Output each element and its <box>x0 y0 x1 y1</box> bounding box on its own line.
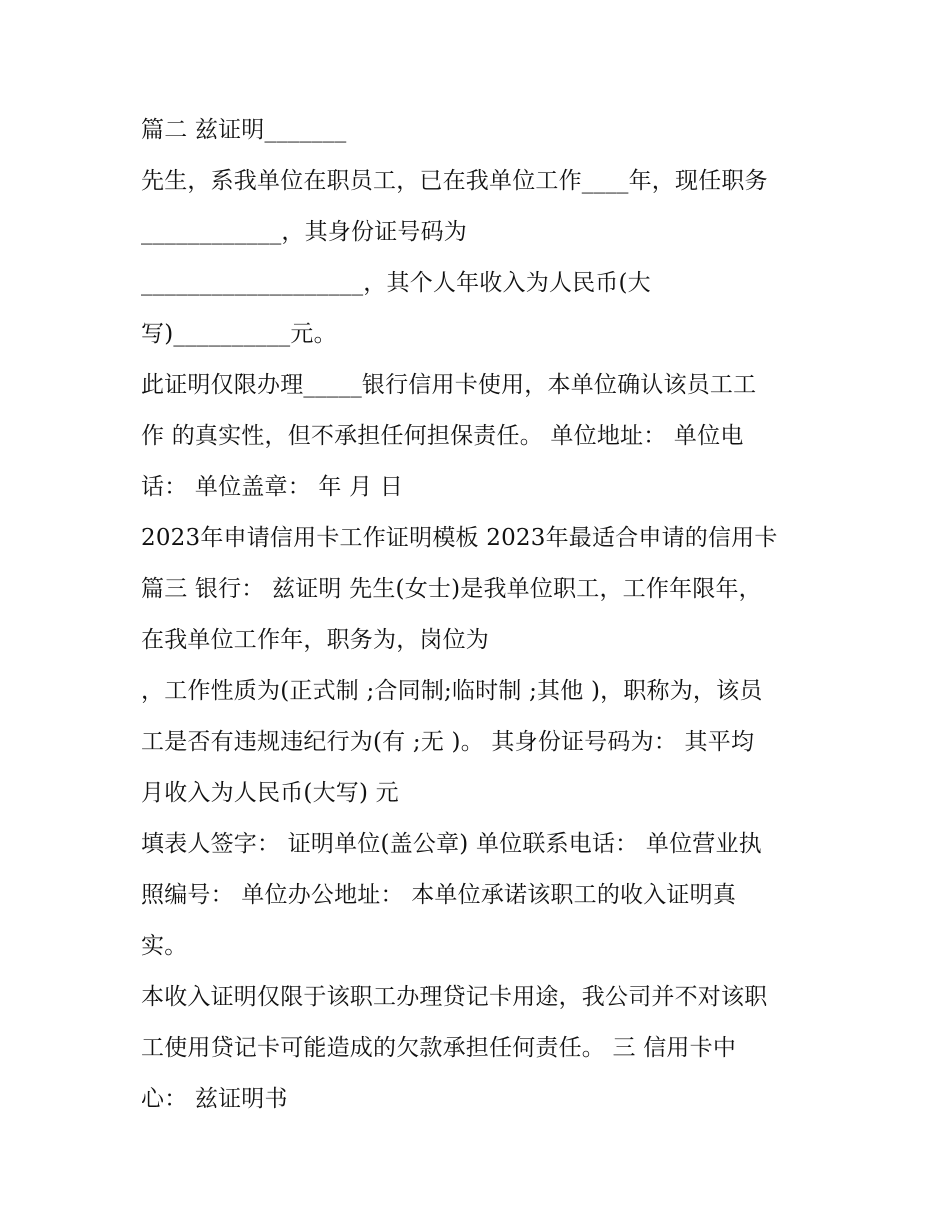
text-line: 此证明仅限办理_____银行信用卡使用，本单位确认该员工工 <box>141 372 757 398</box>
text-line: 篇三 银行： 兹证明 先生(女士)是我单位职工，工作年限年， <box>141 576 762 602</box>
text-line: 先生，系我单位在职员工，已在我单位工作____年，现任职务 <box>141 168 768 194</box>
text-line: 本收入证明仅限于该职工办理贷记卡用途，我公司并不对该职 <box>141 984 768 1010</box>
text-line: 实。 <box>141 933 188 959</box>
text-line: 作 的真实性，但不承担任何担保责任。 单位地址： 单位电 <box>141 423 744 449</box>
text-line: 工使用贷记卡可能造成的欠款承担任何责任。 三 信用卡中 <box>141 1035 737 1061</box>
text-line: 篇二 兹证明_______ <box>141 117 347 143</box>
text-line: 2023年申请信用卡工作证明模板 2023年最适合申请的信用卡 <box>141 525 778 551</box>
text-line: 照编号： 单位办公地址： 本单位承诺该职工的收入证明真 <box>141 882 737 908</box>
text-line: 月收入为人民币(大写) 元 <box>141 780 399 806</box>
text-line: ____________，其身份证号码为 <box>141 219 467 245</box>
document-body <box>141 105 821 1125</box>
text-line: ___________________，其个人年收入为人民币(大 <box>141 270 651 296</box>
text-line: 在我单位工作年，职务为，岗位为 <box>141 627 489 653</box>
text-line: 话： 单位盖章： 年 月 日 <box>141 474 404 500</box>
text-line: 写)__________元。 <box>141 321 337 347</box>
text-line: ，工作性质为(正式制 ;合同制;临时制 ;其他 )，职称为，该员 <box>141 678 763 704</box>
text-line: 填表人签字： 证明单位(盖公章) 单位联系电话： 单位营业执 <box>141 831 762 857</box>
text-line: 心： 兹证明书 <box>141 1086 288 1112</box>
text-line: 工是否有违规违纪行为(有 ;无 )。 其身份证号码为： 其平均 <box>141 729 755 755</box>
